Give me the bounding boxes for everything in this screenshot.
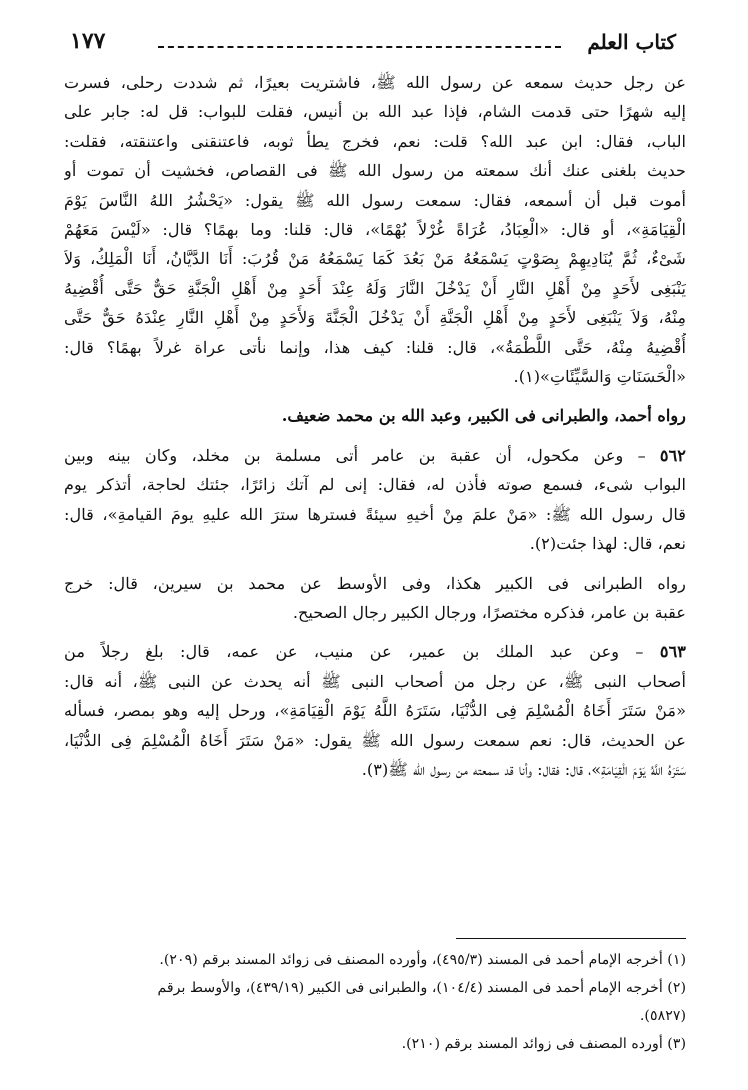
footnote-3: (٣) أورده المصنف فى زوائد المسند برقم (٢١٠). (401, 1036, 686, 1052)
text-line: عن رجل حديث سمعه عن رسول الله ﷺ، فاشتريت بعيرًا، ثم شددت رحلى، فسرت (64, 73, 686, 92)
hadith-number: ٥٦٣ (659, 642, 686, 662)
text-line: إليه شهرًا حتى قدمت الشام، فإذا عبد الله بن أنيس، فقلت للبواب: قل له: جابر على (64, 102, 686, 122)
chapter-title: كتاب العلم (587, 30, 676, 54)
text-line: شَىْءٌ، ثُمَّ يُنَادِيهِمْ بِصَوْتٍ يَسْمَعُهُ مَنْ بَعُدَ كَمَا يَسْمَعُهُ مَنْ قُرُبَ: أَنَا الدَّيَّانُ، أَنَا الْمَلِكُ، وَلاَ (64, 249, 686, 269)
text-line: قال رسول الله ﷺ: «مَنْ علمَ مِنْ أخيهِ سيئةً فسترها سترَ الله عليهِ يومَ القيامةِ»، قال: (64, 504, 686, 524)
text-line: الباب، فقال: ابن عبد الله؟ قلت: نعم، فخرج يطأ ثوبه، فاعتنقنى واعتنقته، فقلت: (64, 131, 686, 151)
hadith-562-first-line (64, 441, 686, 470)
source-note: رواه أحمد، والطبرانى فى الكبير، وعبد الله بن محمد ضعيف. (281, 406, 686, 426)
text-line: نعم، قال: لهذا جئت(٢). (529, 534, 686, 554)
text-line: الْقِيَامَةِ»، أو قال: «الْعِبَادُ، عُرَاةً غُرْلاً بُهْمًا»، قال: قلنا: وما بهمًا؟ قال: «لَيْسَ مَعَهُمْ (64, 220, 686, 240)
page-header (70, 28, 676, 62)
hadith-563-first-line (64, 637, 686, 666)
text-line: أُقْضِيهُ مِنْهُ، حَتَّى اللَّطْمَةُ»، قال: قلنا: كيف هذا، وإنما نأتى عراة غرلاً بهمًا؟ قال: (64, 337, 686, 357)
spacer (64, 391, 686, 401)
footnote-2-continued: (٥٨٢٧). (639, 1008, 686, 1024)
page-number: ١٧٧ (70, 28, 106, 54)
text-line: عن الحديث، قال: نعم سمعت رسول الله ﷺ يقول: «مَنْ سَتَرَ أَخَاهُ الْمُسْلِمَ فِى الدُّنْيَا، (64, 730, 686, 750)
footnote-1: (١) أخرجه الإمام أحمد فى المسند (٤٩٥/٣)، وأورده المصنف فى زوائد المسند برقم (٢٠٩). (159, 952, 686, 968)
text-line: أصحاب النبى ﷺ، عن رجل من أصحاب النبى ﷺ أنه يحدث عن النبى ﷺ، أنه قال: (64, 671, 686, 691)
source-note: رواه الطبرانى فى الكبير هكذا، وفى الأوسط عن محمد بن سيرين، قال: خرج (64, 573, 686, 593)
source-note: عقبة بن عامر، فذكره مختصرًا، ورجال الكبير رجال الصحيح. (292, 602, 686, 622)
spacer (64, 559, 686, 569)
text-line: – وعن مكحول، أن عقبة بن عامر أتى مسلمة بن مخلد، وكان بينه وبين (64, 445, 646, 465)
text-line: أموت قبل أن أسمعه، فقال: سمعت رسول الله ﷺ يقول: «يَحْشُرُ اللهُ النَّاسَ يَوْمَ (64, 190, 686, 210)
text-line: حديث بلغنى عنك أنك سمعته من رسول الله ﷺ فى القصاص، فخشيت أن تموت أو (64, 161, 686, 181)
text-line: «الْحَسَنَاتِ وَالسَّيِّئَاتِ»(١). (513, 367, 686, 387)
footnote-2: (٢) أخرجه الإمام أحمد فى المسند (١٠٤/٤)، والطبرانى فى الكبير (٤٣٩/١٩)، والأوسط برقم (157, 980, 686, 996)
text-line: البواب شىء، فسمع صوته فأذن له، فقال: إنى لم آتك زائرًا، جئتك لحاجة، أتذكر يوم (64, 475, 686, 495)
text-line: سَتَرَهُ اللَّهُ يَوْمَ الْقِيَامَةِ»، قال: فقال: وأنا قد سمعته من رسول الله ﷺ(٣). (361, 759, 686, 779)
spacer (64, 627, 686, 637)
footnote-divider (456, 938, 686, 939)
hadith-number: ٥٦٢ (659, 445, 686, 465)
text-line: «مَنْ سَتَرَ أَخَاهُ الْمُسْلِمَ فِى الدُّنْيَا، سَتَرَهُ اللَّهُ يَوْمَ الْقِيَامَةِ»، ورحل إليه وهو بمصر، فسأله (64, 701, 686, 721)
text-line: – وعن عبد الملك بن عمير، عن منيب، عن عمه، قال: بلغ رجلاً من (64, 642, 644, 662)
text-line: يَنْبَغِى لأَحَدٍ مِنْ أَهْلِ النَّارِ أَنْ يَدْخُلَ النَّارَ وَلَهُ عِنْدَ أَحَدٍ مِنْ أَهْلِ الْجَنَّةِ حَقٌّ حَتَّى أُقْضِيهُ (64, 278, 686, 298)
header-divider (158, 46, 561, 48)
spacer (64, 431, 686, 441)
main-text (64, 68, 686, 784)
text-line: مِنْهُ، وَلاَ يَنْبَغِى لأَحَدٍ مِنْ أَهْلِ الْجَنَّةِ أَنْ يَدْخُلَ الْجَنَّةَ وَلأَحَدٍ مِنْ أَهْلِ النَّارِ عِنْدَهُ حَقٌّ حَتَّى (64, 308, 686, 328)
